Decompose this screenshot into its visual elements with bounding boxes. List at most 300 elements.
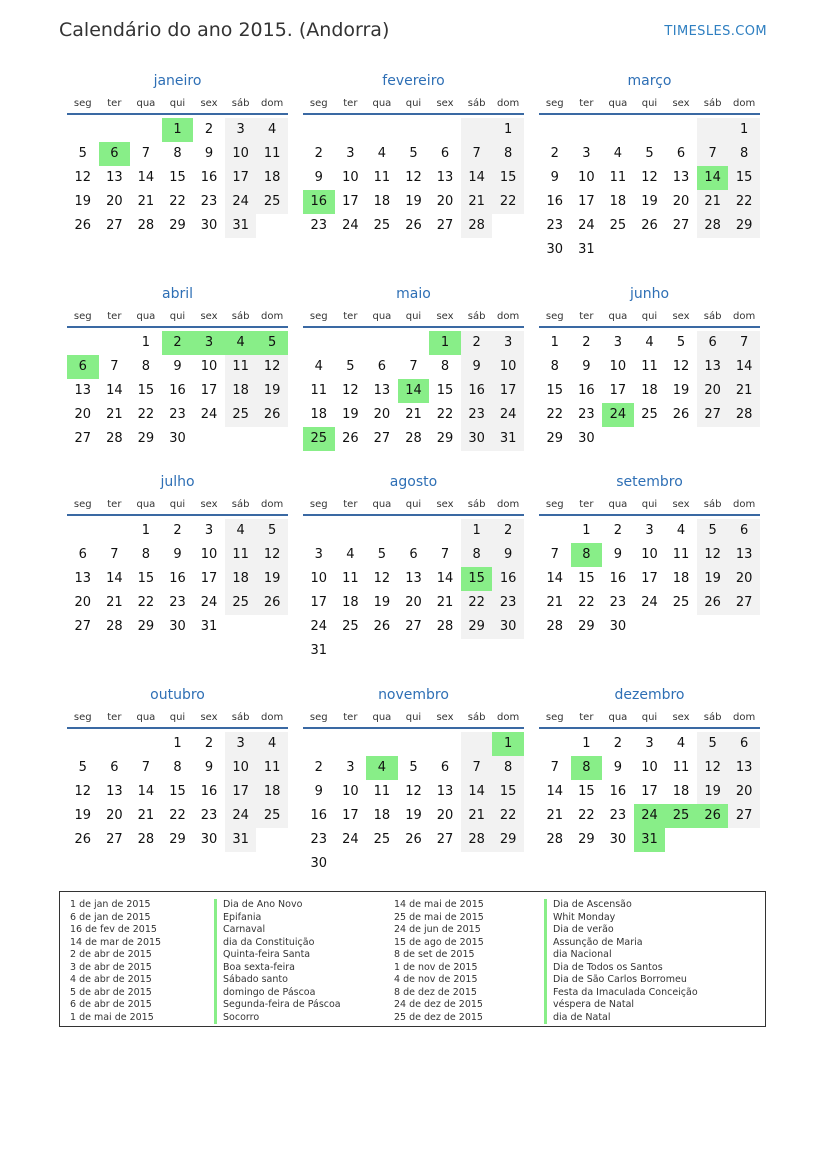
weekday-label: dom [733,98,756,109]
day-cell: 4 [613,146,623,161]
day-cell: 13 [106,170,123,185]
week-row [303,379,524,403]
weekday-label: sáb [703,311,722,322]
day-cell: 19 [256,379,288,403]
day-cell: 9 [173,359,182,374]
day-cell: 20 [373,407,391,422]
day-cell: 1 [141,335,151,350]
day-cell: 15 [578,571,595,586]
week-row [303,166,524,190]
legend-holiday-name: Festa da Imaculada Conceição [544,987,698,1000]
weekday-label: sáb [231,499,250,510]
weekday-label: qua [136,499,156,510]
day-cell: 12 [641,170,658,185]
day-cell: 15 [578,784,595,799]
day-cell: 30 [609,832,627,847]
day-cell: 21 [461,190,493,214]
day-cell: 29 [137,431,155,446]
day-cell: 23 [169,407,186,422]
empty-cell [366,639,398,663]
weekday-label: qua [136,98,156,109]
day-cell: 23 [310,218,328,233]
day-cell: 19 [672,383,690,398]
weekday-label: qui [169,311,186,322]
empty-cell [335,519,367,543]
legend-date: 25 de dez de 2015 [394,1011,483,1023]
day-cell: 24 [342,218,359,233]
empty-cell [602,118,634,142]
weekday-label: sáb [467,499,486,510]
day-cell: 18 [672,571,690,586]
day-cell: 6 [440,146,450,161]
empty-cell [429,852,461,876]
day-cell: 17 [200,571,218,586]
day-cell: 26 [256,403,288,427]
day-cell: 29 [578,832,595,847]
day-cell: 17 [609,383,627,398]
legend-date: 1 de jan de 2015 [70,899,151,910]
day-cell: 13 [697,355,729,379]
weekday-label: sex [672,98,690,109]
legend-date: 14 de mai de 2015 [394,899,484,910]
empty-cell [366,852,398,876]
weekday-label: sex [436,712,454,723]
day-cell: 6 [728,732,760,756]
day-cell: 5 [697,732,729,756]
weekday-header [539,709,760,727]
weekday-label: seg [73,499,92,510]
day-cell: 23 [609,808,627,823]
week-row [539,427,760,451]
day-cell: 9 [582,359,591,374]
empty-cell [366,732,398,756]
legend-holiday-name: dia da Constituição [214,937,341,950]
weekday-header [303,709,524,727]
day-cell: 1 [141,523,151,538]
day-cell: 27 [728,591,760,615]
holiday-day-cell: 4 [366,756,398,780]
week-row [539,331,760,355]
empty-cell [728,427,760,451]
day-cell: 13 [436,170,454,185]
day-cell: 17 [641,784,658,799]
month-name: julho [160,474,195,490]
empty-cell [665,427,697,451]
day-cell: 29 [728,214,760,238]
day-cell: 26 [672,407,690,422]
empty-cell [728,238,760,262]
day-cell: 7 [409,359,418,374]
day-cell: 10 [492,355,524,379]
weekday-label: qua [136,712,156,723]
weekday-label: qua [608,311,628,322]
weekday-header [67,95,288,113]
week-row [539,804,760,828]
legend-date: 8 de set de 2015 [394,949,475,960]
week-row [303,780,524,804]
day-cell: 23 [200,808,218,823]
week-row [303,355,524,379]
weekday-label: ter [107,311,122,322]
week-row [303,519,524,543]
day-cell: 3 [225,118,257,142]
empty-cell [398,519,430,543]
weekday-label: qui [405,311,422,322]
day-cell: 16 [609,571,627,586]
day-cell: 11 [256,756,288,780]
day-cell: 14 [461,166,493,190]
day-cell: 18 [310,407,328,422]
day-cell: 26 [74,218,92,233]
day-cell: 15 [137,571,155,586]
holiday-day-cell: 1 [162,118,194,142]
day-cell: 20 [728,780,760,804]
empty-cell [130,732,162,756]
legend-date: 4 de abr de 2015 [70,974,152,985]
day-cell: 28 [728,403,760,427]
month-março [539,71,760,262]
week-row [539,828,760,852]
day-cell: 6 [78,547,87,562]
holiday-day-cell: 6 [99,142,131,166]
day-cell: 5 [676,335,686,350]
day-cell: 25 [373,218,391,233]
week-row [539,543,760,567]
weekday-label: sex [200,98,218,109]
day-cell: 2 [314,146,323,161]
weekday-label: qua [372,499,392,510]
day-cell: 11 [672,547,690,562]
day-cell: 10 [342,170,359,185]
legend-holiday-name: dia Nacional [544,949,698,962]
legend-date: 25 de mai de 2015 [394,911,484,923]
day-cell: 4 [676,736,686,751]
legend-date: 24 de dez de 2015 [394,999,483,1010]
legend-date: 1 de nov de 2015 [394,961,478,973]
empty-cell [665,615,697,639]
weekday-label: qui [169,499,186,510]
day-cell: 7 [550,547,559,562]
holiday-day-cell: 3 [193,331,225,355]
day-cell: 21 [461,804,493,828]
weekday-label: qui [641,712,658,723]
day-cell: 4 [256,118,288,142]
day-cell: 19 [342,407,359,422]
brand-link[interactable]: TIMESLES.COM [664,24,767,39]
weekday-header [67,709,288,727]
month-divider [67,113,288,115]
day-cell: 17 [641,571,658,586]
week-row [303,828,524,852]
day-cell: 26 [74,832,92,847]
day-cell: 23 [492,591,524,615]
legend-date: 15 de ago de 2015 [394,936,484,948]
day-cell: 21 [137,194,155,209]
empty-cell [303,519,335,543]
week-row [303,852,524,876]
day-cell: 11 [225,543,257,567]
week-row [539,615,760,639]
weekday-header [303,496,524,514]
holiday-day-cell: 25 [303,427,335,451]
day-cell: 25 [609,218,627,233]
weekday-label: qui [169,98,186,109]
day-cell: 10 [225,142,257,166]
day-cell: 12 [74,784,92,799]
day-cell: 19 [405,808,422,823]
legend-date: 16 de fev de 2015 [70,924,157,935]
day-cell: 28 [546,619,564,634]
day-cell: 25 [672,595,690,610]
day-cell: 17 [342,808,359,823]
weekday-label: dom [261,712,284,723]
day-cell: 4 [314,359,323,374]
empty-cell [335,331,367,355]
weekday-label: ter [107,712,122,723]
empty-cell [366,519,398,543]
empty-cell [634,238,666,262]
empty-cell [461,118,493,142]
day-cell: 1 [173,736,182,751]
holiday-day-cell: 26 [697,804,729,828]
day-cell: 9 [204,760,214,775]
month-fevereiro [303,71,524,238]
legend-date: 14 de mar de 2015 [70,936,162,948]
empty-cell [602,238,634,262]
day-cell: 28 [405,431,422,446]
legend-date: 2 de abr de 2015 [70,949,152,960]
day-cell: 26 [405,218,422,233]
empty-cell [398,852,430,876]
holiday-day-cell: 31 [634,828,666,852]
weekday-label: sex [672,712,690,723]
day-cell: 12 [405,170,422,185]
day-cell: 18 [342,595,359,610]
weekday-label: ter [579,98,594,109]
empty-cell [67,519,99,543]
day-cell: 25 [225,403,257,427]
day-cell: 24 [492,403,524,427]
month-divider [303,514,524,516]
day-cell: 23 [578,407,595,422]
week-row [67,379,288,403]
empty-cell [366,118,398,142]
day-cell: 17 [578,194,595,209]
day-cell: 22 [578,808,595,823]
day-cell: 3 [314,547,323,562]
week-row [539,118,760,142]
day-cell: 7 [110,359,119,374]
day-cell: 2 [204,736,214,751]
day-cell: 18 [609,194,627,209]
empty-cell [67,732,99,756]
weekday-label: dom [733,311,756,322]
day-cell: 9 [492,543,524,567]
day-cell: 20 [106,808,123,823]
legend-holiday-name: véspera de Natal [544,999,698,1012]
empty-cell [634,118,666,142]
week-row [539,379,760,403]
week-row [539,756,760,780]
weekday-label: sáb [467,712,486,723]
day-cell: 7 [141,760,151,775]
weekday-label: sex [200,499,218,510]
day-cell: 6 [440,760,450,775]
empty-cell [539,519,571,543]
day-cell: 30 [169,431,186,446]
day-cell: 4 [225,519,257,543]
weekday-label: dom [497,712,520,723]
day-cell: 20 [74,595,92,610]
weekday-label: qui [169,712,186,723]
day-cell: 14 [106,383,123,398]
day-cell: 26 [697,591,729,615]
holiday-day-cell: 2 [162,331,194,355]
day-cell: 2 [613,523,623,538]
day-cell: 7 [141,146,151,161]
day-cell: 28 [697,214,729,238]
empty-cell [99,519,131,543]
day-cell: 12 [373,571,391,586]
month-agosto [303,472,524,663]
empty-cell [398,732,430,756]
month-divider [67,514,288,516]
day-cell: 5 [377,547,387,562]
day-cell: 21 [405,407,422,422]
empty-cell [429,732,461,756]
day-cell: 25 [342,619,359,634]
day-cell: 22 [137,595,155,610]
day-cell: 9 [204,146,214,161]
weekday-label: qua [372,98,392,109]
day-cell: 10 [200,547,218,562]
weekday-label: ter [343,499,358,510]
legend-holiday-name: Dia de verão [544,924,698,937]
day-cell: 29 [461,615,493,639]
day-cell: 19 [405,194,422,209]
day-cell: 15 [137,383,155,398]
day-cell: 6 [728,519,760,543]
month-divider [539,727,760,729]
month-divider [539,326,760,328]
day-cell: 26 [373,619,391,634]
day-cell: 30 [492,615,524,639]
day-cell: 11 [373,170,391,185]
week-row [67,780,288,804]
holiday-day-cell: 25 [665,804,697,828]
empty-cell [99,331,131,355]
weekday-label: ter [107,98,122,109]
day-cell: 5 [409,146,418,161]
empty-cell [461,852,493,876]
day-cell: 25 [641,407,658,422]
week-row [303,732,524,756]
week-row [67,519,288,543]
weekday-label: dom [733,712,756,723]
month-outubro [67,685,288,852]
weekday-label: seg [73,712,92,723]
day-cell: 14 [546,784,564,799]
day-cell: 18 [672,784,690,799]
day-cell: 14 [546,571,564,586]
week-row [67,403,288,427]
day-cell: 21 [728,379,760,403]
day-cell: 23 [310,832,328,847]
day-cell: 23 [200,194,218,209]
weekday-label: sáb [467,98,486,109]
empty-cell [398,331,430,355]
day-cell: 9 [550,170,559,185]
legend-date: 3 de abr de 2015 [70,961,152,973]
empty-cell [697,118,729,142]
day-cell: 16 [310,808,328,823]
week-row [67,567,288,591]
day-cell: 8 [173,146,182,161]
day-cell: 7 [461,756,493,780]
day-cell: 7 [550,760,559,775]
day-cell: 22 [728,190,760,214]
day-cell: 6 [697,331,729,355]
empty-cell [492,852,524,876]
weekday-label: sex [672,311,690,322]
day-cell: 11 [373,784,391,799]
week-row [539,190,760,214]
month-name: maio [396,286,431,302]
empty-cell [256,214,288,238]
day-cell: 9 [613,547,623,562]
day-cell: 31 [492,427,524,451]
day-cell: 30 [461,427,493,451]
weekday-label: ter [343,712,358,723]
week-row [67,804,288,828]
empty-cell [429,519,461,543]
day-cell: 30 [546,242,564,257]
weekday-label: qua [136,311,156,322]
empty-cell [398,639,430,663]
empty-cell [335,639,367,663]
legend-holiday-name: Dia de São Carlos Borromeu [544,974,698,987]
day-cell: 19 [641,194,658,209]
legend-date: 6 de abr de 2015 [70,999,152,1010]
weekday-label: ter [343,98,358,109]
day-cell: 16 [200,170,218,185]
week-row [539,519,760,543]
day-cell: 10 [310,571,328,586]
empty-cell [398,118,430,142]
weekday-label: dom [261,499,284,510]
day-cell: 31 [310,643,328,658]
day-cell: 19 [373,595,391,610]
week-row [539,142,760,166]
legend-holiday-name: Socorro [214,1012,341,1025]
week-row [303,615,524,639]
legend-holiday-name: Dia de Todos os Santos [544,962,698,975]
empty-cell [571,118,603,142]
day-cell: 18 [225,379,257,403]
day-cell: 12 [256,543,288,567]
weekday-label: sáb [231,311,250,322]
day-cell: 10 [578,170,595,185]
day-cell: 11 [609,170,627,185]
day-cell: 11 [641,359,658,374]
weekday-label: seg [73,311,92,322]
day-cell: 8 [550,359,559,374]
day-cell: 20 [405,595,422,610]
day-cell: 18 [256,166,288,190]
day-cell: 4 [377,146,387,161]
weekday-label: seg [73,98,92,109]
day-cell: 3 [613,335,623,350]
